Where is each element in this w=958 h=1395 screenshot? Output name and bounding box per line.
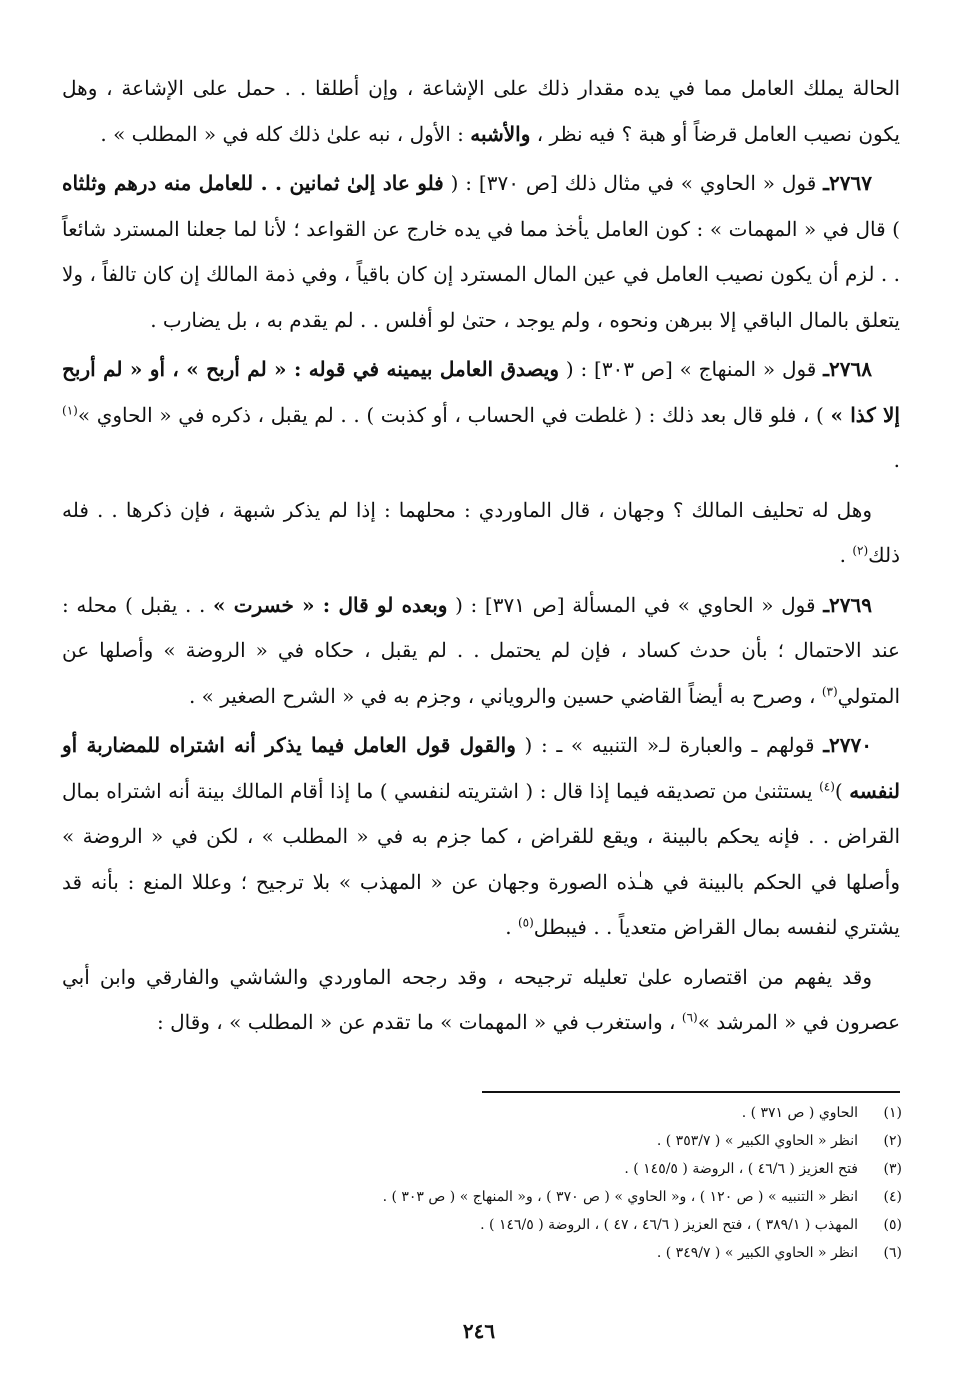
bold-text: فلو عاد إلىٰ ثمانين . . للعامل منه درهم وثلثاه: [62, 171, 444, 195]
footnotes: [150, 1099, 902, 1267]
text-segment: ) قال في « المهمات » : كون العامل يأخذ مما في يده خارج عن القواعد ؛ لأنا لما جعلنا المسترد شائعاً . . لزم أن يكون نصيب العامل في عين المال المسترد إن كان باقياً ، وفي ذمة المالك إن كان تالفاً ، ولا يتعلق بالمال الباقي إلا ببرهن ونحوه ، ولم يوجد ، حتىٰ لو أفلس . . لم يقدم به ، بل يضارب .: [62, 216, 900, 332]
page-number: ٢٤٦: [462, 1319, 496, 1343]
footnote-ref: (٤): [819, 778, 835, 793]
text-segment: وقد يفهم من اقتصاره علىٰ تعليله ترجيحه ، وقد رجحه الماوردي والشاشي والفارقي وابن أبي عصرون في « المرشد »: [62, 964, 900, 1034]
bold-text: ٢٧٦٨ـ: [823, 357, 872, 381]
footnote: [150, 1099, 902, 1127]
text-segment: ) ، فلو قال بعد ذلك : ( غلطت في الحساب ، أو كذبت ) . . لم يقبل ، ذكره في « الحاوي »: [77, 402, 831, 427]
footnote-number: (١): [883, 1105, 902, 1121]
footnote-number: (٤): [883, 1189, 902, 1205]
text-segment: .: [839, 543, 853, 567]
paragraph: [62, 583, 900, 720]
text-segment: .: [893, 448, 900, 472]
text-segment: ، واستغرب في « المهمات » ما تقدم عن « المطلب » ، وقال :: [157, 1010, 682, 1034]
footnote-ref: (٣): [821, 683, 838, 698]
footnote-text: فتح العزيز ( ٤٦/٦ ) ، الروضة ( ١٤٥/٥ ) .: [624, 1161, 858, 1177]
footnote-text: انظر « الحاوي الكبير » ( ٣٤٩/٧ ) .: [656, 1245, 858, 1261]
text-segment: ): [834, 778, 850, 803]
bold-text: والأشبه: [470, 121, 531, 146]
text-segment: يستثنىٰ من تصديقه فيما إذا قال : ( اشتريته لنفسي ) ما إذا أقام المالك بينة أنه اشتراه بمال القراض . . فإنه يحكم بالبينة ، ويقع للقراض ، كما جزم به في « المطلب » ، لكن في « الروضة » وأصلها في الحكم بالبينة في هـٰذه الصورة وجهان عن « المهذب » بلا ترجيح ؛ وعللا المنع : بأنه قد يشتري لنفسه بمال القراض متعدياً . . فيبطل: [62, 778, 900, 939]
footnote-text: انظر « الحاوي الكبير » ( ٣٥٣/٧ ) .: [656, 1133, 858, 1149]
text-segment: : الأول ، نبه علىٰ ذلك كله في « المطلب » .: [100, 121, 471, 146]
footnote-separator: [482, 1091, 900, 1093]
paragraph: [62, 66, 900, 157]
footnote-ref: (٦): [681, 1010, 698, 1025]
footnote-number: (٦): [883, 1245, 902, 1261]
paragraph: [62, 723, 900, 951]
footnote-text: المهذب ( ٣٨٩/١ ) ، فتح العزيز ( ٤٦/٦ ، ٤٧ ) ، الروضة ( ١٤٦/٥ ) .: [480, 1217, 858, 1233]
text-segment: ، وصرح به أيضاً القاضي حسين والروياني ، وجزم به في « الشرح الصغير » .: [188, 683, 822, 708]
main-text: [62, 66, 900, 1050]
bold-text: ٢٧٦٩ـ: [823, 592, 873, 617]
footnote-ref: (٢): [852, 543, 869, 558]
footnote-text: الحاوي ( ص ٣٧١ ) .: [741, 1105, 858, 1121]
footnote: [150, 1127, 902, 1155]
footnote-text: انظر « التنبيه » ( ص ١٢٠ ) ، و« الحاوي » ( ص ٣٧٠ ) ، و« المنهاج » ( ص ٣٠٣ ) .: [382, 1189, 858, 1205]
text-segment: .: [505, 915, 518, 939]
text-segment: قول « الحاوي » في مثال ذلك [ص ٣٧٠] : (: [443, 171, 824, 195]
footnote: [150, 1155, 902, 1183]
bold-text: ٢٧٧٠ـ: [823, 733, 873, 757]
text-segment: الحالة يملك العامل مما في يده مقدار ذلك على الإشاعة ، وإن أطلقا . . حمل على الإشاعة ، وهل يكون نصيب العامل قرضاً أو هبة ؟ فيه نظر ،: [62, 76, 900, 146]
footnote: [150, 1211, 902, 1239]
footnote: [150, 1239, 902, 1267]
paragraph: [62, 488, 900, 579]
paragraph: [62, 955, 900, 1046]
bold-text: ويصدق العامل بيمينه في قوله : « لم أربح » ، أو « لم أربح إلا كذا »: [62, 357, 900, 427]
footnote-ref: (٥): [517, 915, 534, 930]
text-segment: قول « المنهاج » [ص ٣٠٣] : (: [559, 357, 824, 381]
footnote-ref: (١): [62, 402, 78, 417]
bold-text: والقول قول العامل فيما يذكر أنه اشتراه للمضاربة أو لنفسه: [62, 733, 900, 803]
paragraph: [62, 161, 900, 343]
footnote-number: (٣): [883, 1161, 902, 1177]
bold-text: ٢٧٦٧ـ: [823, 171, 872, 195]
text-segment: وهل له تحليف المالك ؟ وجهان ، قال الماوردي : محلهما : إذا لم يذكر شبهة ، فإن ذكرها . . فله ذلك: [62, 497, 900, 567]
footnote-number: (٥): [883, 1217, 902, 1233]
text-segment: قولهم ـ والعبارة لـ« التنبيه » ـ : (: [515, 733, 824, 757]
footnote: [150, 1183, 902, 1211]
paragraph: [62, 347, 900, 484]
text-segment: . . يقبل ) محله : عند الاحتمال ؛ بأن حدث كساد ، فإن لم يحتمل . . لم يقبل ، حكاه في « الروضة » وأصلها عن المتولي: [62, 592, 900, 708]
text-segment: قول « الحاوي » في المسألة [ص ٣٧١] : (: [447, 592, 824, 617]
footnote-number: (٢): [883, 1133, 902, 1149]
bold-text: وبعده لو قال : « خسرت »: [212, 592, 448, 617]
